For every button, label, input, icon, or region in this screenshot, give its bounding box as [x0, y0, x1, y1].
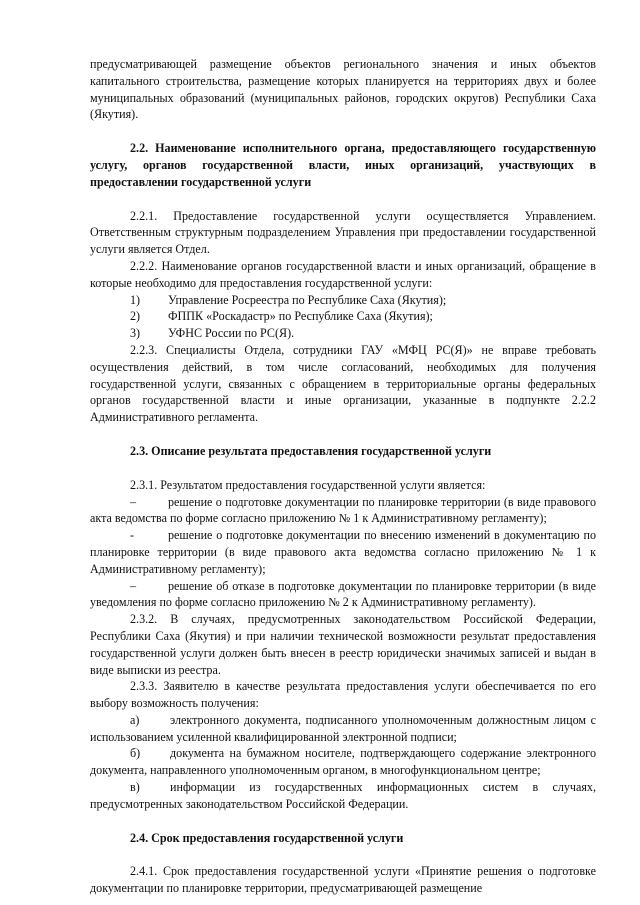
result-item — [90, 494, 596, 528]
document-page — [90, 56, 596, 897]
letter-marker: б) — [130, 746, 141, 761]
paragraph-2-3-1: 2.3.1. Результатом предоставления государственной услуги является: — [130, 477, 486, 492]
list-item-number: 3) — [130, 326, 141, 341]
list-item-text: УФНС России по РС(Я). — [168, 326, 295, 341]
paragraph-2-4-1: 2.4.1. Срок предоставления государственной услуги «Принятие решения о подготовке документации по планировке территории, предусматривающей размещение — [90, 864, 596, 896]
dash-marker: – — [130, 494, 137, 509]
agencies-list — [90, 292, 596, 342]
section-2-2-heading: 2.2. Наименование исполнительного органа, предоставляющего государственную услугу, органов государственной власти, иных организаций, участвующих в предоставлении государственной услуги — [90, 141, 596, 189]
result-item-text: решение о подготовке документации по внесению изменений в документацию по планировке территории (в виде правового акта ведомства согласно приложению № 1 к Административному регламенту); — [90, 528, 596, 576]
dash-marker: – — [130, 578, 137, 593]
paragraph-2-3-3: 2.3.3. Заявителю в качестве результата предоставления услуги обеспечивается по его выбору возможность получения: — [90, 679, 596, 711]
delivery-option — [90, 779, 596, 813]
result-item — [90, 578, 596, 612]
intro-paragraph: предусматривающей размещение объектов регионального значения и иных объектов капитального строительства, размещение которых планируется на территориях двух и более муниципальных образований (муниципальных районов, городских округов) Республики Саха (Якутия). — [90, 57, 596, 122]
paragraph-2-2-3: 2.2.3. Специалисты Отдела, сотрудники ГАУ «МФЦ РС(Я)» не вправе требовать осуществления действий, в том числе согласований, необходимых для получения государственной услуги, связанных с обращением в территориальные органы федеральных органов государственной власти и иные организации, указанные в подпункте 2.2.2 Административного регламента. — [90, 342, 596, 425]
paragraph-2-2-2: 2.2.2. Наименование органов государственной власти и иных организаций, обращение в которые необходимо для предоставления государственной услуги: — [90, 258, 596, 290]
delivery-option — [90, 745, 596, 779]
delivery-option-text: документа на бумажном носителе, подтверждающего содержание электронного документа, направленного уполномоченным органом, в многофункциональном центре; — [90, 746, 596, 778]
list-item — [130, 325, 596, 342]
list-item-number: 1) — [130, 292, 141, 307]
result-item — [90, 527, 596, 577]
section-2-3-heading: 2.3. Описание результата предоставления государственной услуги — [130, 443, 492, 458]
list-item — [130, 292, 596, 309]
dash-marker: - — [130, 528, 135, 543]
list-item-number: 2) — [130, 309, 141, 324]
list-item — [130, 308, 596, 325]
list-item-text: ФППК «Роскадастр» по Республике Саха (Якутия); — [168, 309, 433, 324]
result-item-text: решение об отказе в подготовке документации по планировке территории (в виде уведомления по форме согласно приложению № 2 к Административному регламенту). — [90, 578, 596, 610]
paragraph-2-2-1: 2.2.1. Предоставление государственной услуги осуществляется Управлением. Ответственным структурным подразделением Управления при предоставлении государственной услуги является Отдел. — [90, 208, 596, 257]
section-2-4-heading: 2.4. Срок предоставления государственной услуги — [130, 830, 404, 845]
letter-marker: в) — [130, 780, 140, 795]
result-item-text: решение о подготовке документации по планировке территории (в виде правового акта ведомства по форме согласно приложению № 1 к Административному регламенту); — [90, 494, 596, 526]
letter-marker: а) — [130, 712, 140, 727]
delivery-option — [90, 712, 596, 746]
delivery-option-text: информации из государственных информационных систем в случаях, предусмотренных законодательством Российской Федерации. — [90, 780, 596, 811]
list-item-text: Управление Росреестра по Республике Саха (Якутия); — [168, 292, 447, 307]
paragraph-2-3-2: 2.3.2. В случаях, предусмотренных законодательством Российской Федерации, Республики Саха (Якутия) и при наличии технической возможности результат предоставления государственной услуги должен быть внесен в реестр юридически значимых записей и выдан в виде выписки из реестра. — [90, 612, 596, 677]
delivery-option-text: электронного документа, подписанного уполномоченным должностным лицом с использованием усиленной квалифицированной электронной подписи; — [90, 712, 596, 744]
